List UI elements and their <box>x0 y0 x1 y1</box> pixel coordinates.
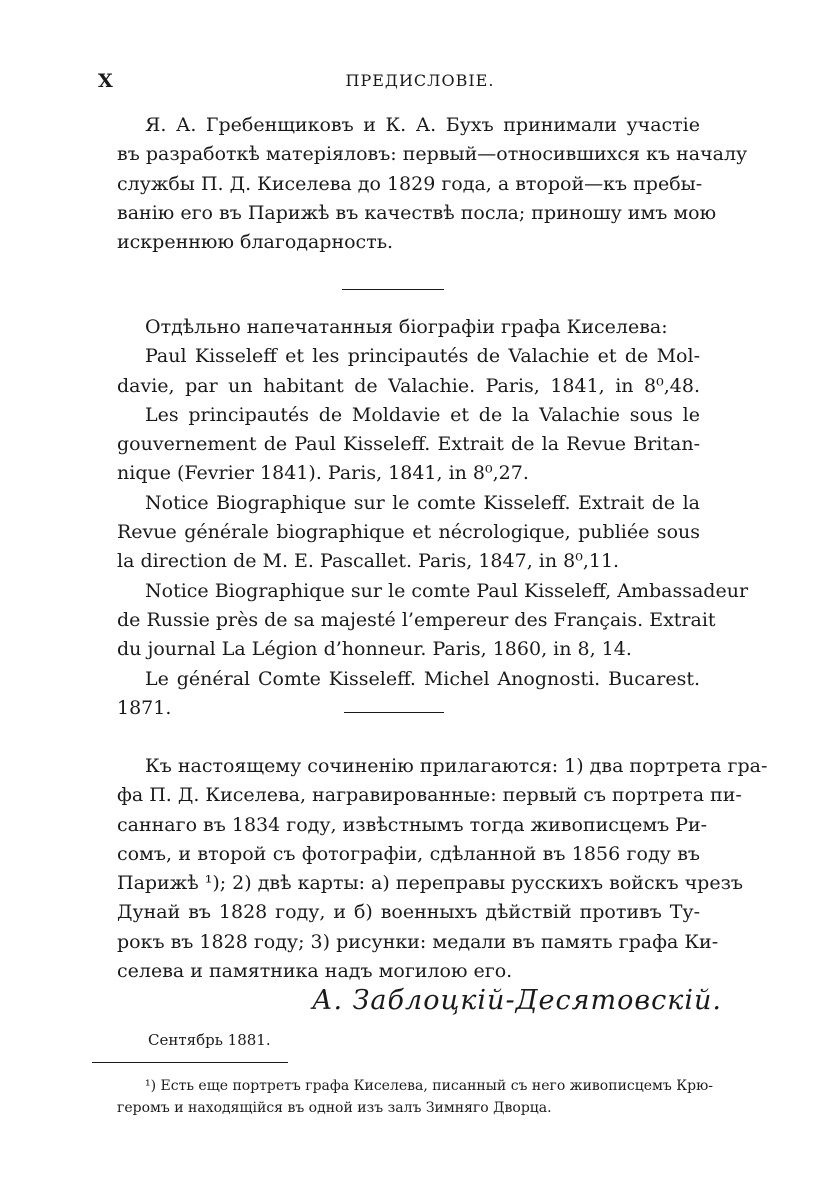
text-line: селева и памятника надъ могилою его. <box>117 960 513 983</box>
biographies-section <box>117 313 749 723</box>
running-title: ПРЕДИСЛОВІЕ. <box>345 71 495 90</box>
entry-line: Paul Kisseleff et les principautés de Valachie et de Mol- <box>145 345 700 368</box>
text-line: Къ настоящему сочиненію прилагаются: 1) два портрета гра- <box>145 755 768 777</box>
text-line: искреннюю благодарность. <box>117 231 394 254</box>
text-line: Дунай въ 1828 году, и б) военныхъ дѣйствій противъ Ту- <box>117 901 700 924</box>
entry-line: nique (Fevrier 1841). Paris, 1841, in 8⁰,27. <box>117 462 529 485</box>
entry-line: Revue générale biographique et nécrologique, publiée sous <box>117 521 700 544</box>
author-signature: А. Заблоцкій-Десятовскій. <box>312 985 722 1016</box>
text-line: ванію его въ Парижѣ въ качествѣ посла; приношу имъ мою <box>117 201 717 224</box>
entry-line: de Russie près de sa majesté l’empereur des Français. Extrait <box>117 608 716 631</box>
biographies-heading: Отдѣльно напечатанныя біографіи графа Киселева: <box>145 316 668 338</box>
text-line: сомъ, и второй съ фотографіи, сдѣланной въ 1856 году въ <box>117 842 700 865</box>
entry-line: du journal La Légion d’honneur. Paris, 1860, in 8, 14. <box>117 638 632 661</box>
entry-line: Le général Comte Kisseleff. Michel Anognosti. Bucarest. <box>145 667 700 690</box>
footnote-line: ¹) Есть еще портретъ графа Киселева, писанный съ него живописцемъ Крю- <box>145 1078 713 1094</box>
page-number: X <box>98 70 113 92</box>
text-line: службы П. Д. Киселева до 1829 года, а второй—къ пребы- <box>117 172 703 195</box>
text-line: рокъ въ 1828 году; 3) рисунки: медали въ память графа Ки- <box>117 930 719 953</box>
entry-line: Les principautés de Moldavie et de la Valachie sous le <box>145 403 700 426</box>
footnote-line: геромъ и находящійся въ одной изъ залъ Зимняго Дворца. <box>117 1100 552 1116</box>
text-line: въ разработкѣ матеріяловъ: первый—относившихся къ началу <box>117 143 748 166</box>
footnote-rule <box>92 1062 288 1063</box>
entry-line: 1871. <box>117 696 172 719</box>
text-line: Я. А. Гребенщиковъ и К. А. Бухъ принимали участіе <box>145 114 700 136</box>
text-line: саннаго въ 1834 году, извѣстнымъ тогда живописцемъ Ри- <box>117 813 708 836</box>
entry-line: la direction de M. E. Pascallet. Paris, 1847, in 8⁰,11. <box>117 550 620 573</box>
entry-line: davie, par un habitant de Valachie. Paris, 1841, in 8⁰,48. <box>117 374 700 397</box>
footnote <box>117 1075 713 1119</box>
entry-line: Notice Biographique sur le comte Kisseleff. Extrait de la <box>145 491 700 514</box>
entry-line: gouvernement de Paul Kisseleff. Extrait de la Revue Britan- <box>117 433 700 456</box>
date-line: Сентябрь 1881. <box>148 1031 271 1049</box>
text-line: Парижѣ ¹); 2) двѣ карты: а) переправы русскихъ войскъ чрезъ <box>117 872 744 895</box>
section-divider <box>342 289 444 290</box>
acknowledgement-paragraph <box>117 111 748 257</box>
illustrations-paragraph <box>117 752 768 986</box>
entry-line: Notice Biographique sur le comte Paul Kisseleff, Ambassadeur <box>145 579 749 602</box>
section-divider <box>344 712 444 713</box>
text-line: фа П. Д. Киселева, награвированные: первый съ портрета пи- <box>117 784 742 807</box>
